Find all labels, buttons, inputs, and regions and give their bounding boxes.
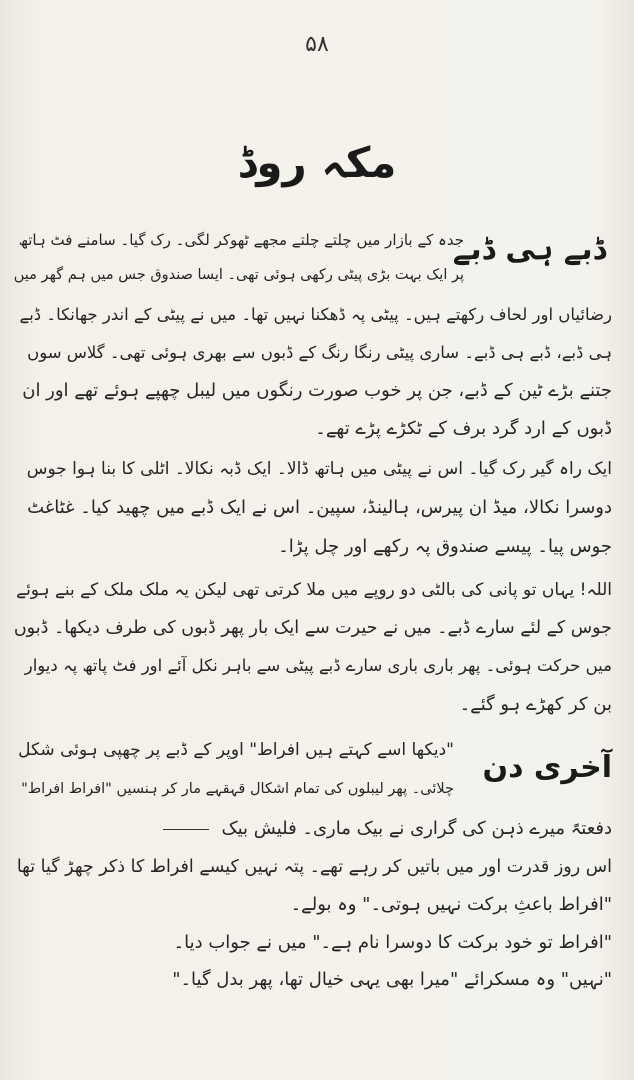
text-line: میں حرکت ہوئی۔ پھر باری باری سارے ڈبے پیٹی سے باہر نکل آئے اور فٹ پاتھ پہ دیوار: [24, 656, 612, 675]
text-line: جوس پیا۔ پیسے صندوق پہ رکھے اور چل پڑا۔: [278, 536, 612, 557]
text-line: "دیکھا اسے کہتے ہیں افراط" اوپر کے ڈبے پر چھپی ہوئی شکل: [18, 740, 454, 760]
text-line: بن کر کھڑے ہو گئے۔: [459, 694, 612, 715]
text-line: ایک راہ گیر رک گیا۔ اس نے پیٹی میں ہاتھ ڈالا۔ ایک ڈبہ نکالا۔ اٹلی کا بنا ہوا جوس: [26, 459, 612, 479]
dash-rule: [163, 829, 209, 830]
text-line: "افراط باعثِ برکت نہیں ہوتی۔" وہ بولے۔: [290, 894, 612, 915]
chapter-heading: مکہ روڈ: [237, 138, 397, 187]
text-line: دوسرا نکالا، میڈ ان پیرس، ہالینڈ، سپین۔ اس نے ایک ڈبے میں چھید کیا۔ غٹاغٹ: [27, 497, 612, 518]
flashback-text: دفعتہً میرے ذہن کی گراری نے بیک ماری۔ فلیش بیک: [221, 818, 612, 839]
text-line: چلائی۔ پھر لیبلوں کی تمام اشکال قہقہے مار کر ہنسیں "افراط افراط": [21, 781, 454, 797]
text-line: "نہیں" وہ مسکرائے "میرا بھی یہی خیال تھا، پھر بدل گیا۔": [172, 969, 612, 990]
text-line: اس روز قدرت اور میں باتیں کر رہے تھے۔ پتہ نہیں کیسے افراط کا ذکر چھڑ گیا تھا: [16, 857, 612, 877]
text-line: ہی ڈبے، ڈبے ہی ڈبے۔ ساری پیٹی رنگا رنگ کے ڈبوں سے بھری ہوئی تھی۔ گلاس سوں: [27, 343, 612, 362]
flashback-line: [163, 814, 612, 844]
margin-label-first: ڈبے ہی ڈبے: [452, 232, 606, 267]
text-line: اللہ! یہاں تو پانی کی بالٹی دو روپے میں ملا کرتی تھی لیکن یہ ملک ملک کے بنے ہوئے: [16, 580, 612, 600]
text-line: جدہ کے بازار میں چلتے چلتے مجھے ٹھوکر لگی۔ رک گیا۔ سامنے فٹ ہاتھ: [18, 231, 464, 249]
text-line: "افراط تو خود برکت کا دوسرا نام ہے۔" میں نے جواب دیا۔: [173, 932, 612, 953]
margin-label-second: آخری دن: [482, 750, 612, 785]
text-line: پر ایک بہت بڑی پیٹی رکھی ہوئی تھی۔ ایسا صندوق جس میں ہم گھر میں: [13, 267, 464, 283]
page-number: ۵۸: [305, 32, 329, 57]
text-line: ڈبوں کے ارد گرد برف کے ٹکڑے پڑے تھے۔: [315, 418, 612, 439]
text-line: جتنے بڑے ٹین کے ڈبے، جن پر خوب صورت رنگوں میں لیبل چھپے ہوئے تھے اور ان: [22, 380, 612, 401]
text-line: جوس کے لئے سارے ڈبے۔ میں نے حیرت سے ایک بار پھر ڈبوں کی طرف دیکھا۔ ڈبوں: [13, 618, 612, 638]
text-line: رضائیاں اور لحاف رکھتے ہیں۔ پیٹی پہ ڈھکنا نہیں تھا۔ میں نے پیٹی کے اندر جھانکا۔ ڈبے: [19, 305, 612, 324]
